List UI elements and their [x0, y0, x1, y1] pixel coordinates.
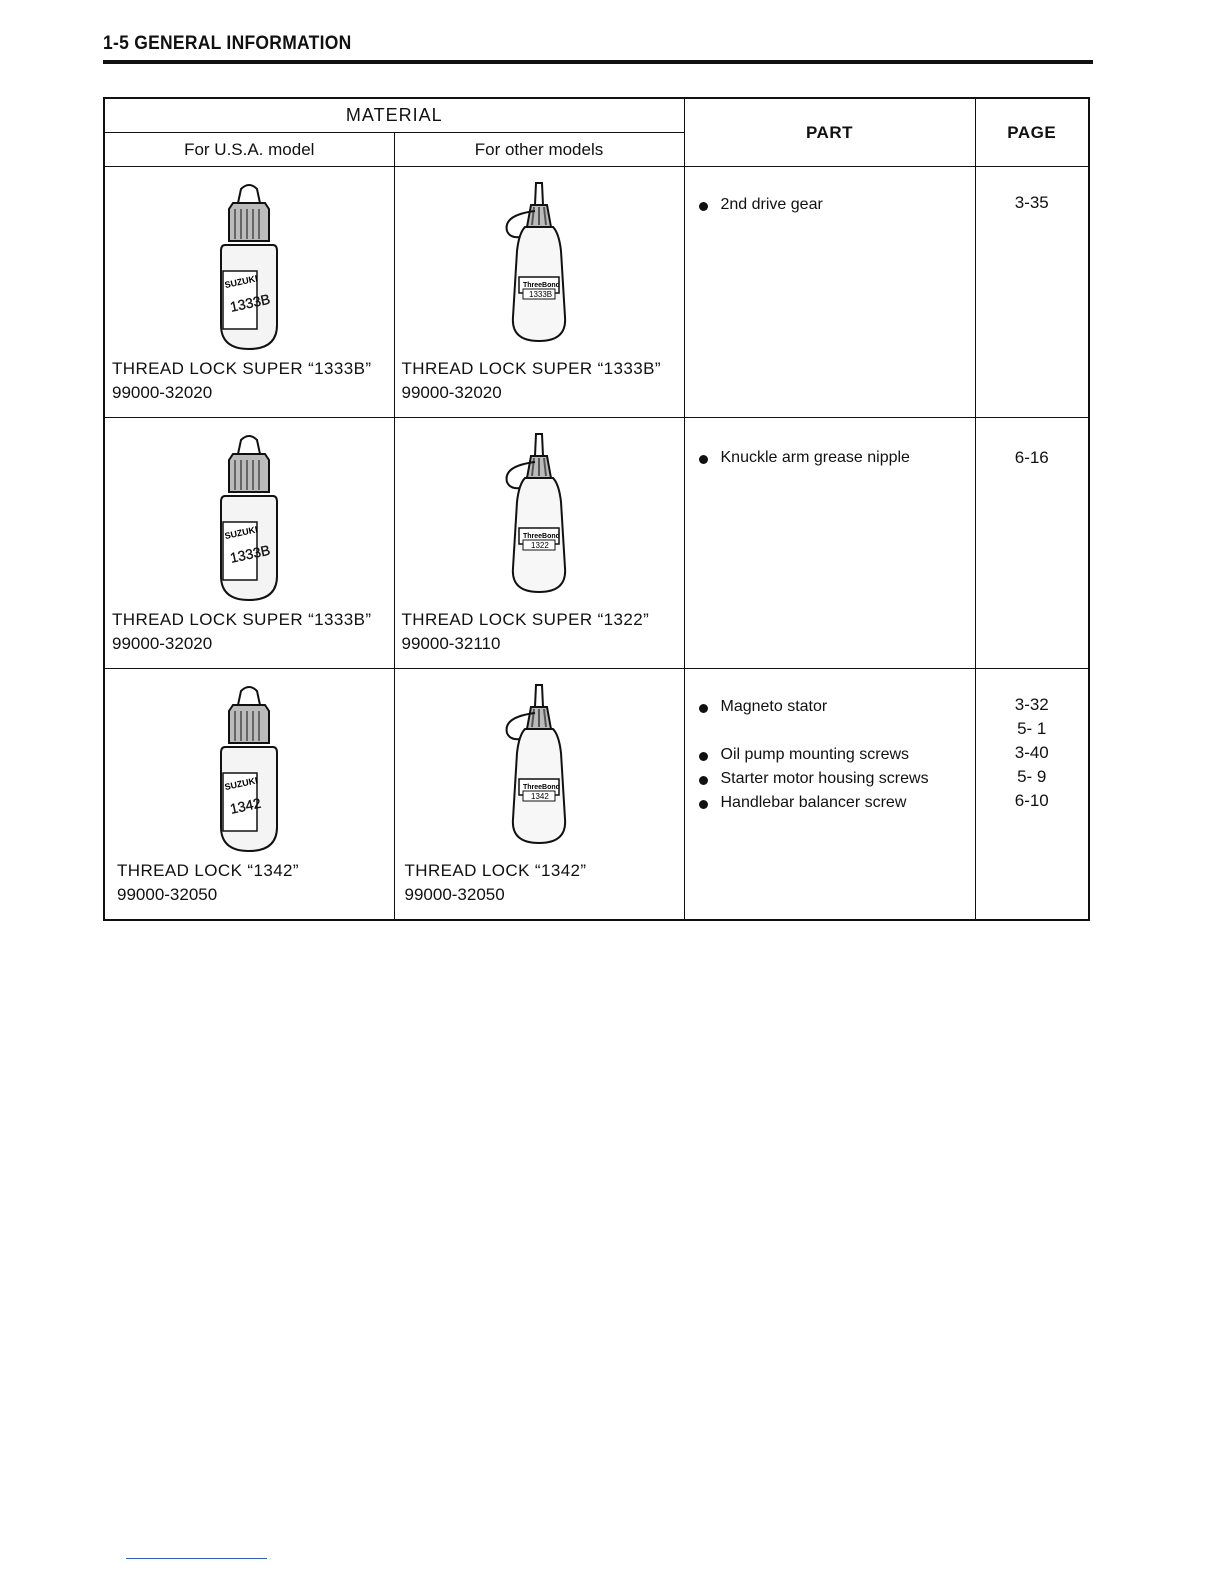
- part-item: Oil pump mounting screws: [699, 743, 975, 767]
- part-cell: [684, 669, 975, 921]
- part-item: Knuckle arm grease nipple: [699, 446, 975, 470]
- material-code: 99000-32020: [112, 383, 213, 402]
- page-ref: 6-16: [1014, 448, 1049, 467]
- svg-text:1322: 1322: [531, 541, 549, 550]
- page-ref: 3-35: [1014, 193, 1049, 212]
- material-code: 99000-32050: [117, 885, 218, 904]
- page-ref: 3-32: [1014, 695, 1049, 714]
- svg-text:ThreeBond: ThreeBond: [523, 533, 560, 540]
- page-list: [976, 669, 1089, 813]
- svg-text:1333B: 1333B: [529, 290, 553, 299]
- page-header-cell: PAGE: [975, 98, 1089, 167]
- usa-material-cell: [104, 418, 394, 669]
- part-cell: [684, 167, 975, 418]
- suzuki-bottle-icon: [205, 683, 293, 855]
- svg-text:SUZUKI: SUZUKI: [223, 775, 259, 793]
- page-ref: 3-40: [1014, 743, 1049, 762]
- material-code: 99000-32020: [401, 383, 502, 402]
- part-header: PART: [684, 98, 975, 167]
- material-name: THREAD LOCK SUPER “1333B”: [112, 359, 372, 378]
- page-ref: 5- 1: [1017, 719, 1047, 738]
- svg-text:1333B: 1333B: [228, 290, 272, 315]
- table-row: [104, 167, 1089, 418]
- other-material-cell: [394, 418, 684, 669]
- svg-text:ThreeBond: ThreeBond: [523, 784, 560, 791]
- page-ref: 6-10: [1014, 791, 1049, 810]
- svg-text:SUZUKI: SUZUKI: [223, 524, 259, 542]
- materials-table: [103, 97, 1090, 921]
- material-name: THREAD LOCK SUPER “1322”: [401, 610, 650, 629]
- svg-text:1342: 1342: [228, 794, 263, 817]
- material-name: THREAD LOCK SUPER “1333B”: [401, 359, 661, 378]
- table-row: [104, 669, 1089, 921]
- part-list: [685, 418, 975, 470]
- material-header: MATERIAL: [104, 98, 684, 133]
- usa-material-cell: [104, 669, 394, 921]
- page-cell: [975, 418, 1089, 669]
- page-ref: 5- 9: [1017, 767, 1047, 786]
- svg-text:1333B: 1333B: [228, 541, 272, 566]
- part-list: [685, 669, 975, 815]
- threebond-bottle-icon: [495, 683, 583, 855]
- page-list: [976, 418, 1089, 470]
- part-item: Starter motor housing screws: [699, 767, 975, 791]
- threebond-bottle-icon: [495, 181, 583, 353]
- suzuki-bottle-icon: [205, 181, 293, 353]
- page-cell: [975, 669, 1089, 921]
- material-name: THREAD LOCK “1342”: [117, 861, 299, 880]
- part-item: 2nd drive gear: [699, 193, 975, 217]
- other-material-cell: [394, 167, 684, 418]
- svg-text:ThreeBond: ThreeBond: [523, 282, 560, 289]
- material-code: 99000-32020: [112, 634, 213, 653]
- other-material-cell: [394, 669, 684, 921]
- part-cell: [684, 418, 975, 669]
- page-list: [976, 167, 1089, 215]
- page-header: [103, 33, 1093, 64]
- material-code: 99000-32110: [401, 634, 501, 653]
- part-spacer: [699, 719, 975, 743]
- page-cell: [975, 167, 1089, 418]
- material-name: THREAD LOCK SUPER “1333B”: [112, 610, 372, 629]
- usa-material-cell: [104, 167, 394, 418]
- threebond-bottle-icon: [495, 432, 583, 604]
- page-title: 1-5 GENERAL INFORMATION: [103, 33, 352, 54]
- suzuki-bottle-icon: [205, 432, 293, 604]
- table-row: [104, 418, 1089, 669]
- svg-text:SUZUKI: SUZUKI: [223, 273, 259, 291]
- material-code: 99000-32050: [404, 885, 505, 904]
- svg-text:1342: 1342: [531, 792, 549, 801]
- usa-model-header: For U.S.A. model: [104, 133, 394, 167]
- material-name: THREAD LOCK “1342”: [404, 861, 587, 880]
- part-item: Magneto stator: [699, 695, 975, 719]
- footer-rule: [126, 1558, 267, 1559]
- part-item: Handlebar balancer screw: [699, 791, 975, 815]
- other-models-header: For other models: [394, 133, 684, 167]
- part-list: [685, 167, 975, 217]
